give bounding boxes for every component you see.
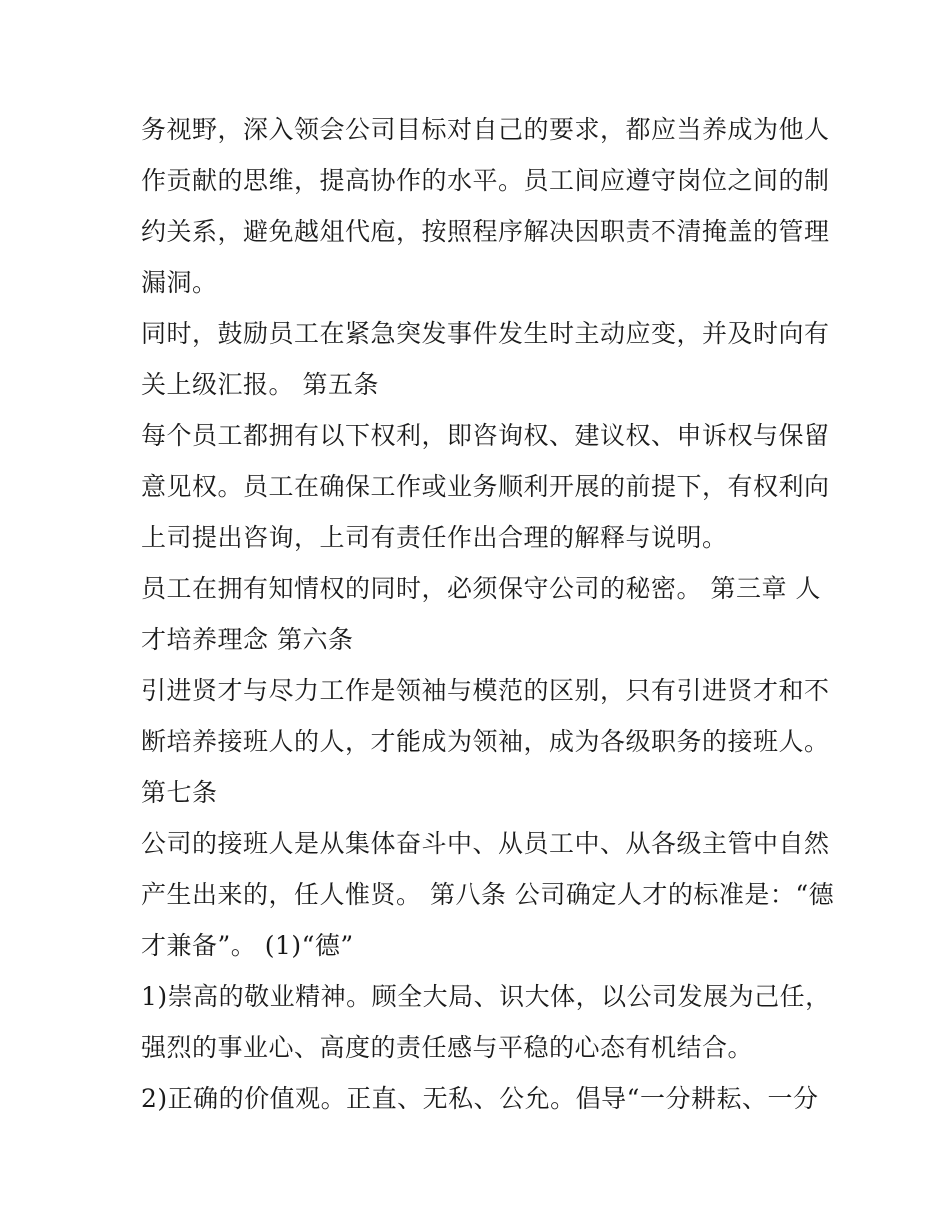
text-line: 才培养理念 第六条 (141, 625, 354, 654)
text-line: 务视野，深入领会公司目标对自己的要求，都应当养成为他人 (141, 115, 830, 144)
text-line: 才兼备”。 (1)“德” (141, 931, 354, 960)
text-line: 作贡献的思维，提高协作的水平。员工间应遵守岗位之间的制 (141, 166, 830, 195)
text-line: 漏洞。 (141, 268, 218, 297)
text-line: 第七条 (141, 778, 218, 807)
text-line: 公司的接班人是从集体奋斗中、从员工中、从各级主管中自然 (141, 829, 830, 858)
text-line: 1)崇高的敬业精神。顾全大局、识大体，以公司发展为己任， (141, 982, 831, 1011)
text-line: 员工在拥有知情权的同时，必须保守公司的秘密。 第三章 人 (141, 574, 821, 603)
text-line: 意见权。员工在确保工作或业务顺利开展的前提下，有权利向 (141, 472, 830, 501)
text-line: 强烈的事业心、高度的责任感与平稳的心态有机结合。 (141, 1033, 754, 1062)
body-text (141, 104, 835, 1124)
text-line: 同时，鼓励员工在紧急突发事件发生时主动应变，并及时向有 (141, 319, 830, 348)
text-line: 约关系，避免越俎代庖，按照程序解决因职责不清掩盖的管理 (141, 217, 830, 246)
text-line: 2)正确的价值观。正直、无私、公允。倡导“一分耕耘、一分 (141, 1084, 819, 1113)
text-line: 关上级汇报。 第五条 (141, 370, 379, 399)
text-line: 产生出来的，任人惟贤。 第八条 公司确定人才的标准是：“德 (141, 880, 835, 909)
text-line: 上司提出咨询，上司有责任作出合理的解释与说明。 (141, 523, 728, 552)
text-line: 每个员工都拥有以下权利，即咨询权、建议权、申诉权与保留 (141, 421, 830, 450)
text-line: 引进贤才与尽力工作是领袖与模范的区别，只有引进贤才和不 (141, 676, 830, 705)
text-line: 断培养接班人的人，才能成为领袖，成为各级职务的接班人。 (141, 727, 830, 756)
